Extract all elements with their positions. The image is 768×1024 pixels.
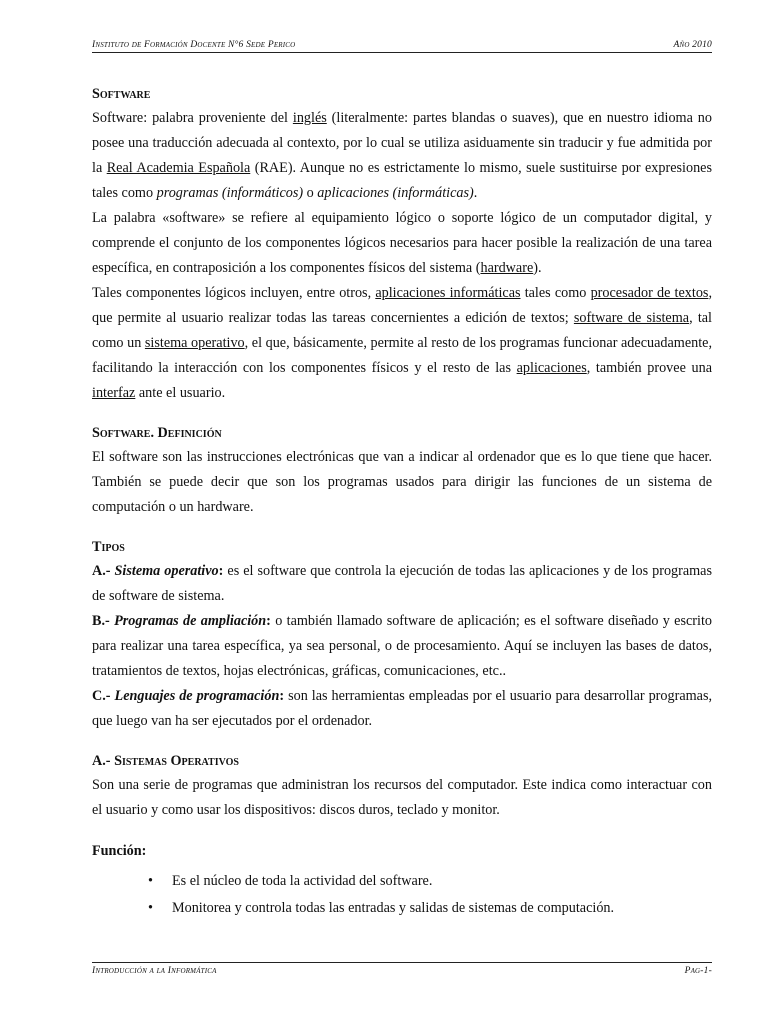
paragraph-definicion: El software son las instrucciones electrónicas que van a indicar al ordenador que es lo que tiene que hacer. También se puede decir que son los programas usados para dirigir las funciones de un sistema de computación o un hardware.	[92, 449, 712, 515]
paragraph-software-intro	[92, 106, 712, 206]
link-ingles[interactable]: inglés	[292, 110, 327, 126]
list-item	[148, 868, 712, 895]
link-procesador-de-textos[interactable]: procesador de textos	[590, 285, 709, 301]
footer-page-number: Pag-1-	[684, 966, 712, 976]
tipo-text: o también llamado software de aplicación; es el software diseñado y escrito para realizar una tarea específica, ya sea personal, o de procesamiento. Aquí se incluyen las bases de datos, tratamientos de textos, hojas electrónicas, gráficas, comunicaciones, etc..	[92, 613, 712, 679]
text-run: , el que, básicamente, permite al resto de los programas funcionar adecuadamente, facilitando la interacción con los componentes físicos y el resto de las	[92, 335, 712, 376]
text-run: Software: palabra proveniente del	[92, 110, 293, 126]
subsection-title-funcion: Función:	[92, 843, 147, 859]
italic-term: aplicaciones (informáticas)	[317, 185, 474, 201]
text-run: Tales componentes lógicos incluyen, entre otros,	[92, 285, 376, 301]
paragraph-software-meaning	[92, 206, 712, 281]
paragraph-sistemas-operativos: Son una serie de programas que administran los recursos del computador. Este indica como interactuar con el usuario y como usar los dispositivos: discos duros, teclado y monitor.	[92, 777, 712, 818]
text-run: , que permite al usuario realizar todas las tareas concernientes a edición de textos;	[92, 285, 712, 326]
text-run: tales como	[520, 285, 591, 301]
section-title-software: Software	[92, 86, 151, 102]
link-interfaz[interactable]: interfaz	[92, 385, 136, 401]
list-item-text: Es el núcleo de toda la actividad del software.	[172, 873, 433, 889]
text-run: (RAE). Aunque no es estrictamente lo mismo, suele sustituirse por expresiones tales como	[92, 160, 712, 201]
list-item-text: Monitorea y controla todas las entradas y salidas de sistemas de computación.	[172, 900, 615, 916]
text-run: , tal como un	[92, 310, 712, 351]
text-run: o	[303, 185, 318, 201]
text-run: , también provee una	[586, 360, 712, 376]
text-run: (literalmente: partes blandas o suaves), que en nuestro idioma no posee una traducción adecuada al contexto, por lo cual se utiliza asiduamente sin traducir y fue admitida por la	[92, 110, 712, 176]
tipo-item-b	[92, 609, 712, 684]
tipo-colon: :	[266, 613, 271, 629]
tipo-term: Lenguajes de programación	[114, 688, 280, 704]
text-run: ).	[533, 260, 542, 276]
tipo-colon: :	[279, 688, 285, 704]
section-title-sistemas-operativos: A.- Sistemas Operativos	[92, 753, 239, 769]
page-header	[92, 40, 712, 53]
page-footer	[92, 962, 712, 976]
list-item	[148, 895, 712, 922]
footer-course: Introducción a la Informática	[92, 966, 217, 976]
tipo-label: B.-	[92, 613, 110, 629]
link-software-de-sistema[interactable]: software de sistema	[573, 310, 690, 326]
tipo-term: Sistema operativo	[114, 563, 219, 579]
link-aplicaciones[interactable]: aplicaciones	[516, 360, 587, 376]
bullet-icon: •	[148, 873, 153, 889]
tipo-text: son las herramientas empleadas por el usuario para desarrollar programas, que luego van ha ser ejecutados por el ordenador.	[92, 688, 713, 729]
tipo-item-c	[92, 684, 712, 734]
link-hardware[interactable]: hardware	[480, 260, 534, 276]
document-body	[92, 82, 712, 922]
section-title-tipos: Tipos	[92, 539, 125, 555]
text-run: .	[473, 185, 478, 201]
link-real-academia[interactable]: Real Academia Española	[106, 160, 251, 176]
bullet-icon: •	[148, 900, 153, 916]
link-sistema-operativo[interactable]: sistema operativo	[144, 335, 245, 351]
text-run: La palabra «software» se refiere al equipamiento lógico o soporte lógico de un computador digital, y comprende el conjunto de los componentes lógicos necesarios para hacer posible la realización de una tarea específica, en contraposición a los componentes físicos del sistema (	[92, 210, 712, 276]
text-run: ante el usuario.	[135, 385, 226, 401]
tipo-text: es el software que controla la ejecución de todas las aplicaciones y de los programas de software de sistema.	[92, 563, 713, 604]
italic-term: programas (informáticos)	[156, 185, 304, 201]
link-aplicaciones-informaticas[interactable]: aplicaciones informáticas	[375, 285, 521, 301]
paragraph-software-components	[92, 281, 712, 406]
header-year: Año 2010	[673, 40, 712, 50]
tipo-colon: :	[218, 563, 224, 579]
section-title-definicion: Software. Definición	[92, 425, 222, 441]
tipo-label: A.-	[92, 563, 111, 579]
tipo-label: C.-	[92, 688, 111, 704]
header-institution: Instituto de Formación Docente N°6 Sede Perico	[92, 40, 296, 50]
tipo-term: Programas de ampliación	[114, 613, 267, 629]
tipo-item-a	[92, 559, 712, 609]
funcion-list	[92, 868, 712, 922]
